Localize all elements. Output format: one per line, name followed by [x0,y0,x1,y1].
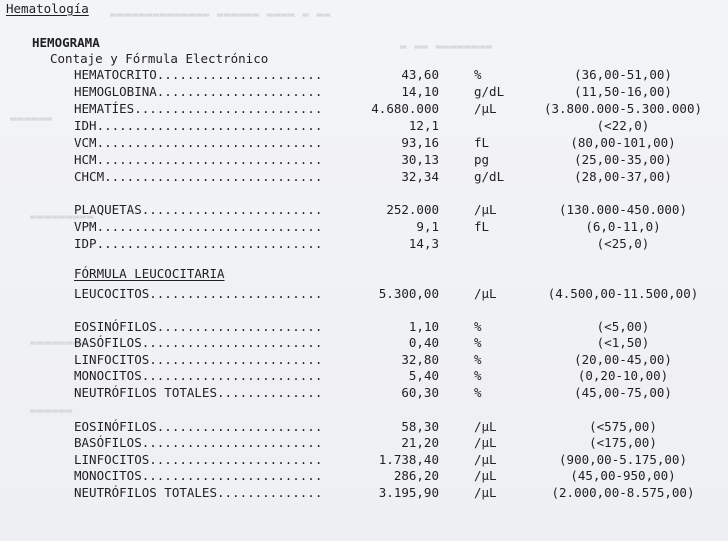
test-value: 32,80 [401,352,439,367]
test-value: 4.680.000 [371,101,439,116]
reference-range: (<175,00) [589,435,657,450]
test-name: HEMATOCRITO...................... [74,67,323,82]
test-unit: pg [474,152,490,167]
test-value: 1.738,40 [378,452,439,467]
test-value: 43,60 [401,67,439,82]
reference-range: (3.800.000-5.300.000) [543,101,703,116]
test-value: 14,10 [401,84,439,99]
result-row-neutrofilos-pct [0,384,728,401]
section-title: Hematología [6,1,89,16]
test-name: BASÓFILOS........................ [74,335,323,350]
result-row-plaquetas [0,201,728,218]
test-value: 5,40 [408,368,439,383]
result-row-basofilos-pct [0,334,728,351]
bleed-through-text: ▬▬▬▬▬▬▬▬▬ [30,210,95,223]
test-value: 252.000 [386,202,439,217]
test-value: 1,10 [408,319,439,334]
result-row-hcm [0,151,728,168]
reference-range: (<575,00) [589,419,657,434]
test-name: BASÓFILOS........................ [74,435,323,450]
test-name: HEMATÍES......................... [74,101,323,116]
reference-range: (28,00-37,00) [574,169,672,184]
test-unit: /µL [474,435,497,450]
test-value: 286,20 [393,468,439,483]
result-row-idh [0,117,728,134]
reference-range: (130.000-450.000) [559,202,687,217]
test-name: EOSINÓFILOS...................... [74,319,323,334]
result-row-hemoglobina [0,83,728,100]
test-name: MONOCITOS........................ [74,468,323,483]
test-unit: /µL [474,101,497,116]
test-value: 9,1 [416,219,439,234]
result-row-eosinofilos-abs [0,418,728,435]
test-name: MONOCITOS........................ [74,368,323,383]
result-row-leucocitos [0,285,728,302]
result-row-monocitos-pct [0,367,728,384]
test-name: IDP.............................. [74,236,323,251]
result-row-neutrofilos-abs [0,484,728,501]
panel-title: HEMOGRAMA [32,35,100,50]
leukocyte-formula-title: FÓRMULA LEUCOCITARIA [74,266,225,281]
test-value: 30,13 [401,152,439,167]
test-unit: % [474,385,482,400]
test-name: VPM.............................. [74,219,323,234]
test-value: 5.300,00 [378,286,439,301]
test-value: 0,40 [408,335,439,350]
result-row-idp [0,235,728,252]
test-name: LEUCOCITOS....................... [74,286,323,301]
reference-range: (<5,00) [596,319,650,334]
test-value: 12,1 [408,118,439,133]
test-unit: /µL [474,485,497,500]
test-unit: g/dL [474,84,505,99]
test-unit: fL [474,219,490,234]
reference-range: (25,00-35,00) [574,152,672,167]
test-value: 14,3 [408,236,439,251]
result-row-hematies [0,100,728,117]
reference-range: (6,0-11,0) [585,219,661,234]
reference-range: (80,00-101,00) [570,135,676,150]
test-name: NEUTRÓFILOS TOTALES.............. [74,485,323,500]
test-unit: /µL [474,452,497,467]
reference-range: (<1,50) [596,335,650,350]
bleed-through-text: ▬▬▬▬▬▬ [10,112,53,125]
test-name: PLAQUETAS........................ [74,202,323,217]
test-unit: % [474,368,482,383]
test-name: EOSINÓFILOS...................... [74,419,323,434]
test-name: IDH.............................. [74,118,323,133]
result-row-vcm [0,134,728,151]
test-name: LINFOCITOS....................... [74,352,323,367]
test-value: 60,30 [401,385,439,400]
test-unit: /µL [474,419,497,434]
test-unit: % [474,319,482,334]
test-name: NEUTRÓFILOS TOTALES.............. [74,385,323,400]
test-name: HCM.............................. [74,152,323,167]
reference-range: (4.500,00-11.500,00) [547,286,699,301]
reference-range: (45,00-950,00) [570,468,676,483]
test-value: 3.195,90 [378,485,439,500]
reference-range: (36,00-51,00) [574,67,672,82]
bleed-through-text: ▬▬▬▬▬▬▬▬▬▬▬▬▬▬ ▬▬▬▬▬▬ ▬▬▬▬ ▬ ▬▬ [110,8,331,21]
result-row-monocitos-abs [0,467,728,484]
test-name: VCM.............................. [74,135,323,150]
reference-range: (45,00-75,00) [574,385,672,400]
bleed-through-text: ▬▬▬▬▬▬▬▬ [30,336,87,349]
reference-range: (0,20-10,00) [577,368,669,383]
reference-range: (<25,0) [596,236,650,251]
bleed-through-text: ▬ ▬▬ ▬▬▬▬▬▬▬▬ [400,40,493,53]
test-value: 58,30 [401,419,439,434]
result-row-linfocitos-pct [0,351,728,368]
test-unit: /µL [474,202,497,217]
test-unit: /µL [474,468,497,483]
reference-range: (2.000,00-8.575,00) [551,485,695,500]
reference-range: (11,50-16,00) [574,84,672,99]
test-value: 21,20 [401,435,439,450]
test-unit: % [474,335,482,350]
result-row-basofilos-abs [0,434,728,451]
reference-range: (20,00-45,00) [574,352,672,367]
result-row-eosinofilos-pct [0,318,728,335]
test-unit: % [474,352,482,367]
test-value: 32,34 [401,169,439,184]
test-name: LINFOCITOS....................... [74,452,323,467]
test-unit: g/dL [474,169,505,184]
test-name: HEMOGLOBINA...................... [74,84,323,99]
test-name: CHCM............................. [74,169,323,184]
result-row-linfocitos-abs [0,451,728,468]
test-unit: /µL [474,286,497,301]
bleed-through-text: ▬▬▬▬▬▬ [30,404,73,417]
result-row-hematocrito [0,66,728,83]
test-unit: fL [474,135,490,150]
reference-range: (900,00-5.175,00) [559,452,687,467]
test-unit: % [474,67,482,82]
result-row-chcm [0,168,728,185]
result-row-vpm [0,218,728,235]
panel-subtitle: Contaje y Fórmula Electrónico [50,51,269,66]
test-value: 93,16 [401,135,439,150]
reference-range: (<22,0) [596,118,650,133]
